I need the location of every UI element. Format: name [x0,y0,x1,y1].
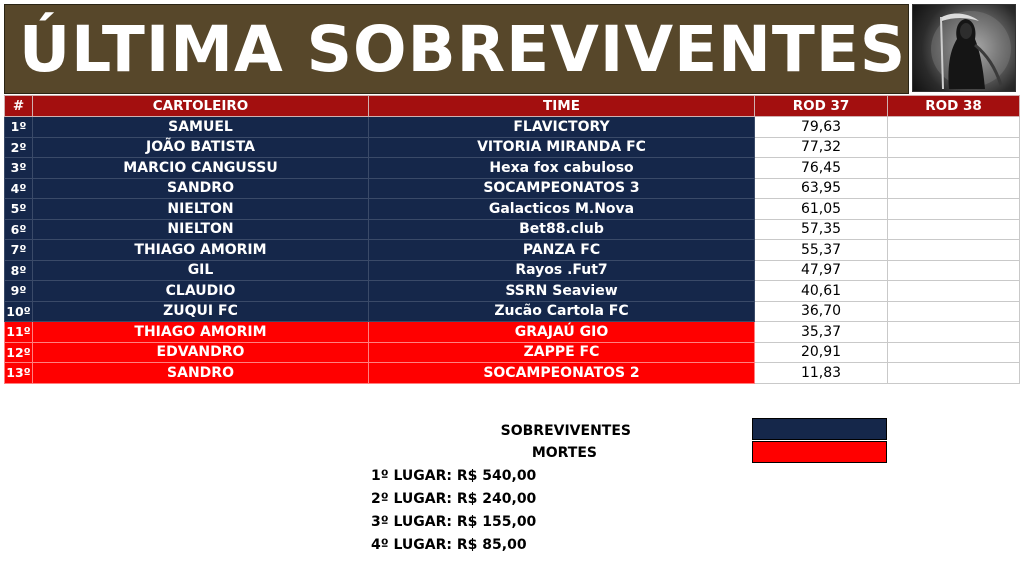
row-team: Galacticos M.Nova [369,199,755,220]
table-row [5,178,1020,199]
row-rod38-score [888,137,1020,158]
row-team: Zucão Cartola FC [369,301,755,322]
row-rod37-score: 57,35 [755,219,888,240]
row-position: 4º [5,178,33,199]
title-banner [4,4,909,94]
table-row [5,117,1020,138]
row-cartoleiro: NIELTON [33,199,369,220]
row-cartoleiro: NIELTON [33,219,369,240]
row-team: ZAPPE FC [369,342,755,363]
row-rod37-score: 55,37 [755,240,888,261]
table-row [5,158,1020,179]
row-rod37-score: 76,45 [755,158,888,179]
row-rod37-score: 79,63 [755,117,888,138]
row-team: SOCAMPEONATOS 2 [369,363,755,384]
row-cartoleiro: JOÃO BATISTA [33,137,369,158]
row-rod38-score [888,260,1020,281]
legend-survivors-label: SOBREVIVENTES [500,423,631,439]
row-cartoleiro: THIAGO AMORIM [33,240,369,261]
row-rod38-score [888,322,1020,343]
header-pos: # [5,96,33,117]
prize-fourth: 4º LUGAR: R$ 85,00 [371,537,527,553]
table-row [5,137,1020,158]
header-rod37: ROD 37 [755,96,888,117]
row-cartoleiro: ZUQUI FC [33,301,369,322]
row-position: 7º [5,240,33,261]
row-cartoleiro: CLAUDIO [33,281,369,302]
legend-deaths-label: MORTES [531,445,597,461]
row-rod37-score: 20,91 [755,342,888,363]
row-position: 6º [5,219,33,240]
table-row [5,199,1020,220]
row-cartoleiro: MARCIO CANGUSSU [33,158,369,179]
row-rod37-score: 11,83 [755,363,888,384]
row-team: PANZA FC [369,240,755,261]
row-rod37-score: 36,70 [755,301,888,322]
table-row [5,260,1020,281]
table-row [5,240,1020,261]
row-position: 13º [5,363,33,384]
table-header-row [5,96,1020,117]
header-cartoleiro: CARTOLEIRO [33,96,369,117]
row-position: 3º [5,158,33,179]
table-row [5,322,1020,343]
table-row [5,342,1020,363]
row-rod38-score [888,117,1020,138]
row-cartoleiro: SANDRO [33,363,369,384]
row-rod38-score [888,281,1020,302]
row-team: Bet88.club [369,219,755,240]
row-rod37-score: 35,37 [755,322,888,343]
row-rod37-score: 40,61 [755,281,888,302]
row-team: Hexa fox cabuloso [369,158,755,179]
row-rod38-score [888,363,1020,384]
header-rod38: ROD 38 [888,96,1020,117]
row-position: 5º [5,199,33,220]
prize-second: 2º LUGAR: R$ 240,00 [371,491,537,507]
table-row [5,363,1020,384]
row-rod38-score [888,342,1020,363]
grim-reaper-icon [912,4,1016,92]
row-position: 9º [5,281,33,302]
row-team: VITORIA MIRANDA FC [369,137,755,158]
row-rod37-score: 77,32 [755,137,888,158]
row-cartoleiro: EDVANDRO [33,342,369,363]
row-rod38-score [888,199,1020,220]
page-title: ÚLTIMA SOBREVIVENTES [19,13,907,86]
grim-reaper-image [913,5,1016,92]
prize-first: 1º LUGAR: R$ 540,00 [371,468,537,484]
row-rod38-score [888,240,1020,261]
row-cartoleiro: SAMUEL [33,117,369,138]
row-team: SOCAMPEONATOS 3 [369,178,755,199]
row-cartoleiro: GIL [33,260,369,281]
table-row [5,281,1020,302]
legend-survivors-swatch [752,418,887,440]
row-rod38-score [888,178,1020,199]
row-position: 12º [5,342,33,363]
row-team: FLAVICTORY [369,117,755,138]
row-position: 10º [5,301,33,322]
row-rod37-score: 61,05 [755,199,888,220]
row-team: GRAJAÚ GIO [369,322,755,343]
row-cartoleiro: SANDRO [33,178,369,199]
row-team: SSRN Seaview [369,281,755,302]
table-row [5,301,1020,322]
header-time: TIME [369,96,755,117]
row-rod38-score [888,158,1020,179]
row-rod37-score: 47,97 [755,260,888,281]
ranking-table [4,95,1020,384]
row-rod37-score: 63,95 [755,178,888,199]
row-position: 2º [5,137,33,158]
row-rod38-score [888,219,1020,240]
row-position: 11º [5,322,33,343]
row-rod38-score [888,301,1020,322]
row-position: 8º [5,260,33,281]
row-cartoleiro: THIAGO AMORIM [33,322,369,343]
row-team: Rayos .Fut7 [369,260,755,281]
row-position: 1º [5,117,33,138]
table-row [5,219,1020,240]
prize-third: 3º LUGAR: R$ 155,00 [371,514,537,530]
legend-deaths-swatch [752,441,887,463]
